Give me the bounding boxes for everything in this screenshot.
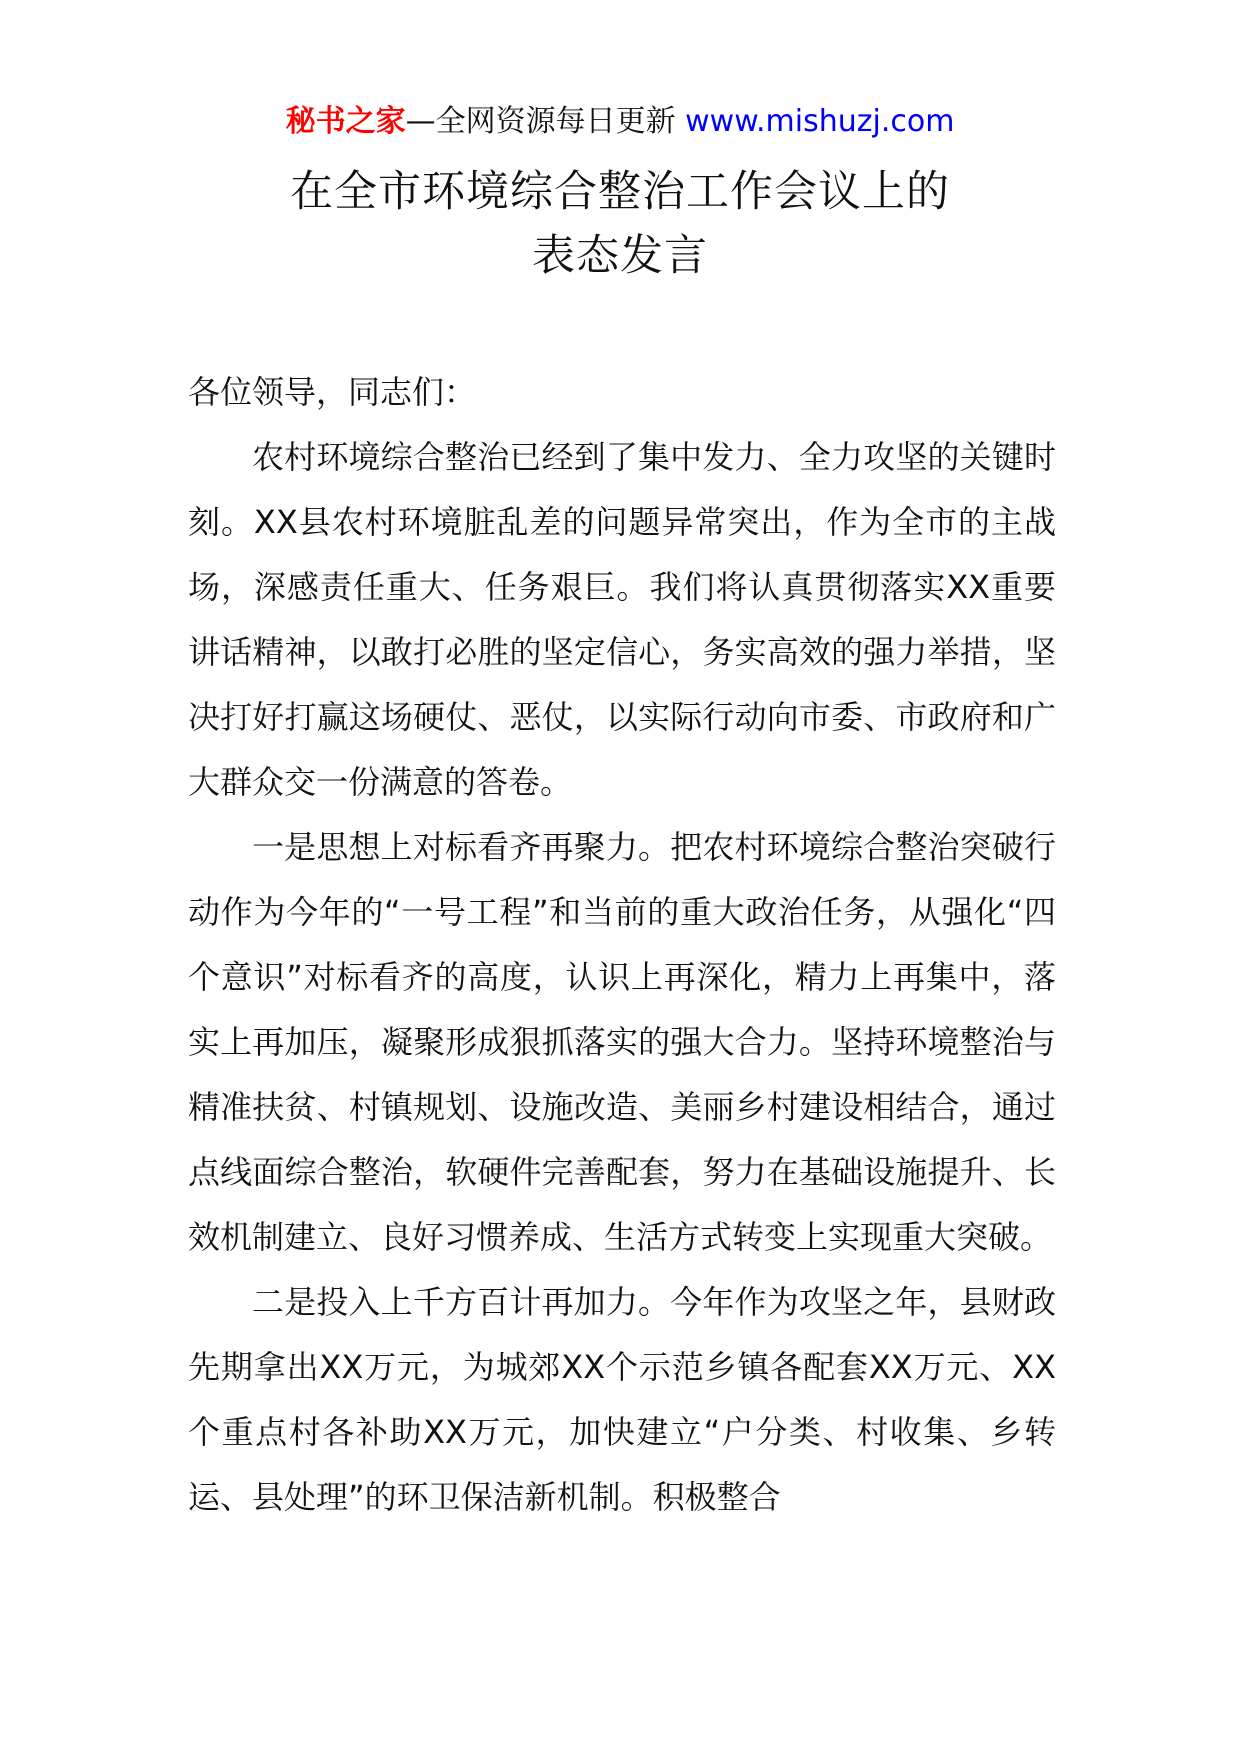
paragraph-point-two: 二是投入上千方百计再加力。今年作为攻坚之年，县财政先期拿出XX万元，为城郊XX个示范乡镇各配套XX万元、XX个重点村各补助XX万元，加快建立“户分类、村收集、乡转运、县处理”的环卫保洁新机制。积极整合: [188, 1283, 1056, 1516]
paragraph-intro: 农村环境综合整治已经到了集中发力、全力攻坚的关键时刻。XX县农村环境脏乱差的问题异常突出，作为全市的主战场，深感责任重大、任务艰巨。我们将认真贯彻落实XX重要讲话精神，以敢打必胜的坚定信心，务实高效的强力举措，坚决打好打赢这场硬仗、恶仗，以实际行动向市委、市政府和广大群众交一份满意的答卷。: [188, 438, 1056, 801]
document-body: [188, 360, 1056, 1530]
title-line-2: 表态发言: [532, 231, 708, 281]
site-tagline: —全网资源每日更新: [405, 104, 686, 139]
paragraph-point-one: 一是思想上对标看齐再聚力。把农村环境综合整治突破行动作为今年的“一号工程”和当前的重大政治任务，从强化“四个意识”对标看齐的高度，认识上再深化，精力上再集中，落实上再加压，凝聚形成狠抓落实的强大合力。坚持环境整治与精准扶贫、村镇规划、设施改造、美丽乡村建设相结合，通过点线面综合整治，软硬件完善配套，努力在基础设施提升、长效机制建立、良好习惯养成、生活方式转变上实现重大突破。: [188, 828, 1056, 1256]
document-title: [0, 160, 1240, 288]
salutation: 各位领导，同志们：: [188, 373, 477, 411]
site-url-link[interactable]: www.mishuzj.com: [685, 104, 955, 139]
site-name: 秘书之家: [285, 104, 406, 139]
title-line-1: 在全市环境综合整治工作会议上的: [290, 167, 950, 217]
site-header: [0, 100, 1240, 144]
